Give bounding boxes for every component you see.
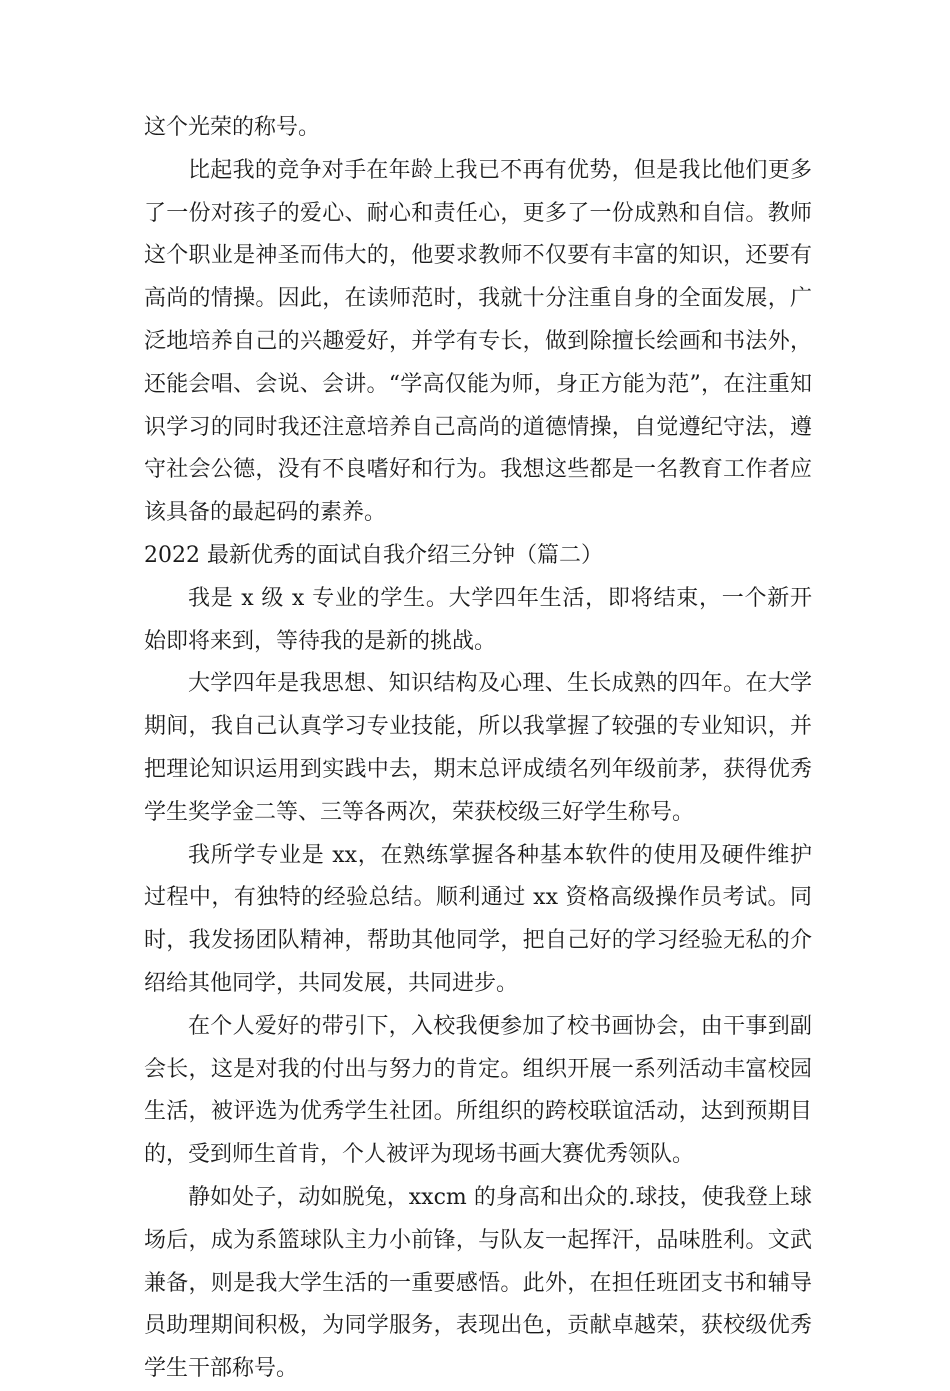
paragraph: 静如处子，动如脱兔，xxcm 的身高和出众的.球技，使我登上球场后，成为系篮球队主力小前锋，与队友一起挥汗，品味胜利。文武兼备，则是我大学生活的一重要感悟。此外，在担任班团支书和辅导员助理期间积极，为同学服务，表现出色，贡献卓越荣，获校级优秀学生干部称号。 [144,1184,812,1382]
paragraph-continuation: 这个光荣的称号。 [144,115,321,140]
paragraph: 比起我的竞争对手在年龄上我已不再有优势，但是我比他们更多了一份对孩子的爱心、耐心和责任心，更多了一份成熟和自信。教师这个职业是神圣而伟大的，他要求教师不仅要有丰富的知识，还要有高尚的情操。因此，在读师范时，我就十分注重自身的全面发展，广泛地培养自己的兴趣爱好，并学有专长，做到除擅长绘画和书法外，还能会唱、会说、会讲。“学高仅能为师，身正方能为范”，在注重知识学习的同时我还注意培养自己高尚的道德情操，自觉遵纪守法，遵守社会公德，没有不良嗜好和行为。我想这些都是一名教育工作者应该具备的最起码的素养。 [144,157,812,526]
section-heading: 2022 最新优秀的面试自我介绍三分钟（篇二） [144,542,603,568]
paragraph: 大学四年是我思想、知识结构及心理、生长成熟的四年。在大学期间，我自己认真学习专业技能，所以我掌握了较强的专业知识，并把理论知识运用到实践中去，期末总评成绩名列年级前茅，获得优秀学生奖学金二等、三等各两次，荣获校级三好学生称号。 [144,671,812,825]
paragraph: 我所学专业是 xx，在熟练掌握各种基本软件的使用及硬件维护过程中，有独特的经验总结。顺利通过 xx 资格高级操作员考试。同时，我发扬团队精神，帮助其他同学，把自己好的学习经验无私的介绍给其他同学，共同发展，共同进步。 [144,842,812,996]
paragraph: 在个人爱好的带引下，入校我便参加了校书画协会，由干事到副会长，这是对我的付出与努力的肯定。组织开展一系列活动丰富校园生活，被评选为优秀学生社团。所组织的跨校联谊活动，达到预期目的，受到师生首肯，个人被评为现场书画大赛优秀领队。 [144,1013,812,1168]
document-body [144,107,812,1391]
paragraph: 我是 x 级 x 专业的学生。大学四年生活，即将结束，一个新开始即将来到，等待我的是新的挑战。 [144,585,812,654]
